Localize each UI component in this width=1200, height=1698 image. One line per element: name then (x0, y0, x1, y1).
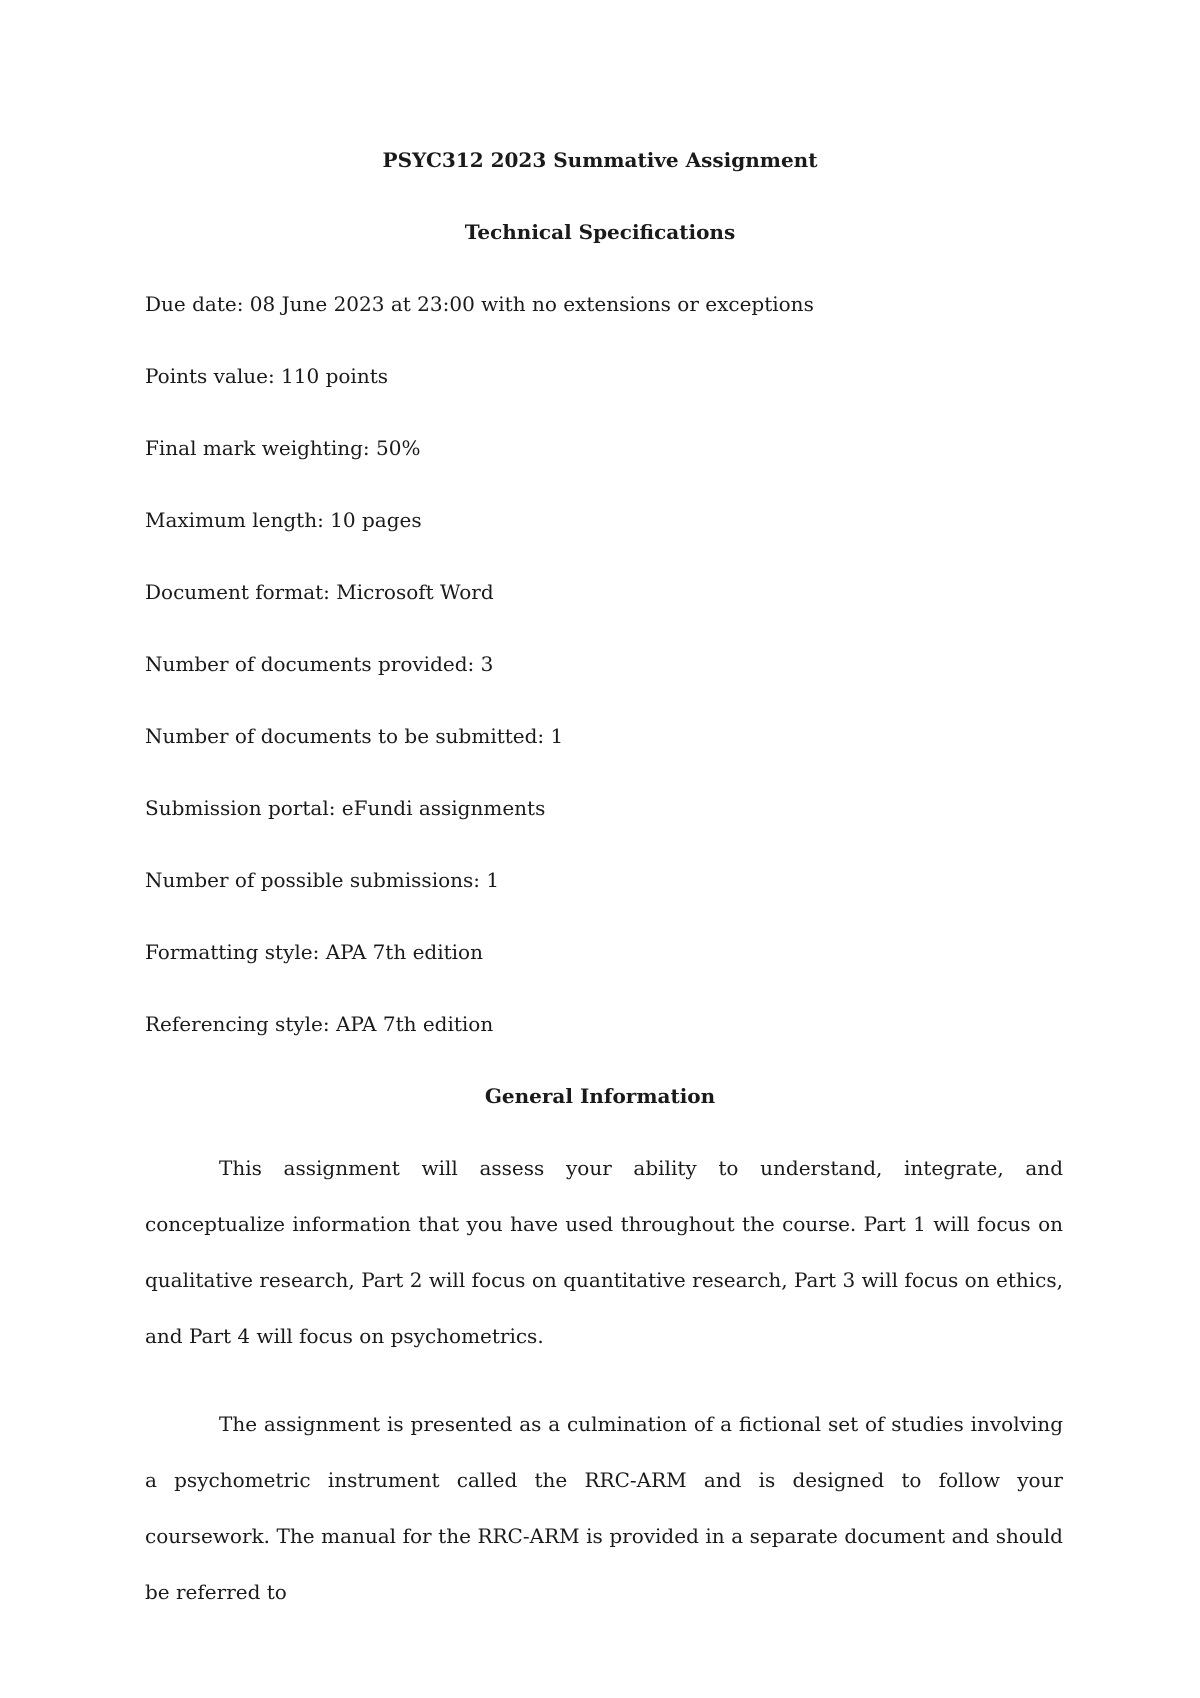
spec-maximum-length: Maximum length: 10 pages (145, 508, 422, 532)
spec-final-mark-weighting: Final mark weighting: 50% (145, 436, 421, 460)
spec-documents-to-submit: Number of documents to be submitted: 1 (145, 724, 564, 748)
spec-document-format: Document format: Microsoft Word (145, 580, 494, 604)
spec-referencing-style: Referencing style: APA 7th edition (145, 1012, 494, 1036)
technical-specifications-heading: Technical Specifications (464, 220, 736, 244)
document-title: PSYC312 2023 Summative Assignment (382, 148, 818, 172)
spec-points-value: Points value: 110 points (145, 364, 389, 388)
general-information-heading: General Information (484, 1084, 716, 1108)
paragraph-assignment-context: The assignment is presented as a culmination of a fictional set of studies involving a psychometric instrument called the RRC-ARM and is designed to follow your coursework. The manual for the RRC-ARM is provided in a separate document and should be referred to (145, 1412, 1063, 1604)
spec-possible-submissions: Number of possible submissions: 1 (145, 868, 500, 892)
paragraph-assessment-overview: This assignment will assess your ability to understand, integrate, and conceptualize information that you have used throughout the course. Part 1 will focus on qualitative research, Part 2 will focus on quantitative research, Part 3 will focus on ethics, and Part 4 will focus on psychometrics. (145, 1156, 1063, 1348)
spec-due-date: Due date: 08 June 2023 at 23:00 with no extensions or exceptions (145, 292, 814, 316)
spec-documents-provided: Number of documents provided: 3 (145, 652, 494, 676)
spec-submission-portal: Submission portal: eFundi assignments (145, 796, 546, 820)
spec-formatting-style: Formatting style: APA 7th edition (145, 940, 483, 964)
